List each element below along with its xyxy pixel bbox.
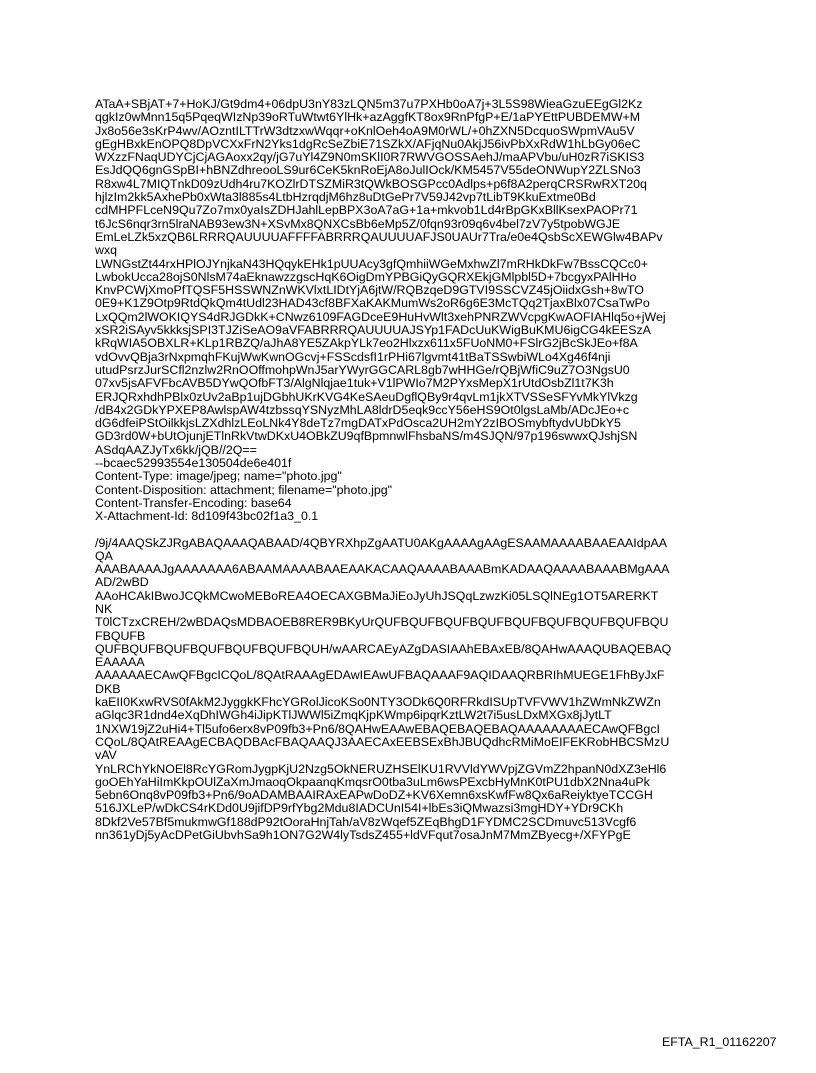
text-line: ATaA+SBjAT+7+HoKJ/Gt9dm4+06dpU3nY83zLQN5m37u7PXHb0oA7j+3L5S98WieaGzuEEgGl2Kz [95, 97, 643, 111]
text-line: vAV [95, 748, 117, 763]
text-line: qgkIz0wMnn15q5PqeqWIzNp39oRTuWtwt6YlHk+azAggfKT8ox9RnPfgP+E/1aPYEttPUBDEMW+M [95, 110, 641, 125]
text-line: LwbokUcca28ojS0NlsM74aEknawzzgscHqK6OigDmYPBGiQyGQRXEkjGMlpbl5D+7bcgyxPAlHHo [95, 269, 637, 284]
text-line: /dB4x2GDkYPXEP8AwlspAW4tzbssqYSNyzMhLA8ldrD5eqk9ccY56eHS9Ot0lgsLaMb/ADcJEo+c [95, 402, 630, 417]
text-line: kaEII0KxwRVS0fAkM2JyggkKFhcYGRolJicoKSo0NTY3ODk6Q0RFRkdISUpTVFVWV1hZWmNkZWZn [95, 695, 661, 710]
text-line: 07xv5jsAFVFbcAVB5DYwQOfbFT3/AlgNlqjae1tuk+V1lPWIo7M2PYxsMepX1rUtdOsbZl1t7K3h [95, 376, 614, 391]
text-line: kRqWIA5OBXLR+KLp1RBZQ/aJhA8YE5ZAkpYLk7eo2Hlxzx611x5FUoNM0+FSlrG2jBcSkJEo+f8A [95, 336, 638, 351]
text-line: Content-Transfer-Encoding: base64 [95, 495, 292, 510]
email-source-text [95, 98, 735, 842]
text-line: FBQUFB [95, 628, 146, 643]
text-line: t6JcS6nqr3rn5lraNAB93ew3N+XSvMx8QNXCsBb6eMp5Z/0fqn93r09q6v4bel7zV7y5tpobWGJE [95, 216, 621, 231]
text-line: wxq [95, 243, 118, 258]
text-line: utudPsrzJurSCfl2nzlw2RnOOffmohpWnJ5arYWyrGGCARL8gb7wHHGe/rQBjWfiC9uZ7O3NgsU0 [95, 362, 630, 377]
text-line: 1NXW19jZ2uHi4+Tl5ufo6erx8vP09fb3+Pn6/8QAHwEAAwEBAQEBAQEBAQAAAAAAAAECAwQFBgcI [95, 721, 660, 736]
text-line: AAABAAAAJgAAAAAAA6ABAAMAAAABAAEAAKACAAQAAAABAAABmKADAAQAAAABAAABMgAAA [95, 562, 670, 577]
text-line: xSR2iSAyv5kkksjSPI3TJZiSeAO9aVFABRRRQAUUUUAJSYp1FADcUuKWigBuKMU6igCG4kEESzA [95, 323, 651, 338]
text-line: KnvPCWjXmoPfTQSF5HSSWNZnWKVlxtLIDtYjA6jtW/RQBzqeD9GTVI9SSCVZ45jOiidxGsh+8wTO [95, 283, 644, 298]
text-line: dG6dfeiPStOilkkjsLZXdhlzLEoLNk4Y8deTz7mgDATxPdOsca2UH2mY2zIBOSmybftydvUbDkY5 [95, 416, 621, 431]
text-line: 8Dkf2Ve57Bf5mukmwGf188dP92tOoraHnjTah/aV8zWqef5ZEqBhgD1FYDMC2SCDmuvc513Vcgf6 [95, 814, 637, 829]
text-line: QA [95, 548, 113, 563]
text-line: AD/2wBD [95, 575, 149, 590]
text-line: NK [95, 601, 113, 616]
text-line: 0E9+K1Z9Otp9RtdQkQm4tUdl23HAD43cf8BFXaKAKMumWs2oR6g6E3McTQq2TjaxBlx07CsaTwPo [95, 296, 650, 311]
text-line: --bcaec52993554e130504de6e401f [95, 456, 292, 471]
document-id: EFTA_R1_01162207 [662, 1035, 777, 1049]
text-line: Jx8o56e3sKrP4wv/AOzntILTTrW3dtzxwWqqr+oKnlOeh4oA9M0rWL/+0hZXN5DcquoSWpmVAu5V [95, 123, 635, 138]
text-line: ASdqAAZJyTx6kk/jQB//2Q== [95, 442, 257, 457]
text-line: 5ebn6Onq8vP09fb3+Pn6/9oADAMBAAIRAxEAPwDoDZ+KV6Xemn6xsKwfFw8Qx6aReiyktyeTCCGH [95, 788, 653, 803]
text-line: ERJQRxhdhPBlx0zUv2aBp1ujDGbhUKrKVG4KeSAeuDgflQBy9r4qvLm1jkXTVSSeSFYvMkYlVkzg [95, 389, 638, 404]
text-line: AAoHCAkIBwoJCQkMCwoMEBoREA4OECAXGBMaJiEoJyUhJSQqLzwzKi05LSQlNEg1OT5ARERKT [95, 588, 659, 603]
text-line: T0lCTzxCREH/2wBDAQsMDBAOEB8RER9BKyUrQUFBQUFBQUFBQUFBQUFBQUFBQUFBQUFBQU [95, 615, 669, 630]
text-line: aGlqc3R1dnd4eXqDhIWGh4iJipKTlJWWl5iZmqKjpKWmp6ipqrKztLW2t7i5usLDxMXGx8jJytLT [95, 708, 612, 723]
text-line: YnLRChYkNOEl8RcYGRomJygpKjU2Nzg5OkNERUZHSElKU1RVVldYWVpjZGVmZ2hpanN0dXZ3eHl6 [95, 761, 667, 776]
text-line: CQoL/8QAtREAAgECBAQDBAcFBAQAAQJ3AAECAxEEBSExBhJBUQdhcRMiMoEIFEKRobHBCSMzU [95, 734, 670, 749]
text-line: R8xw4L7MIQTnkD09zUdh4ru7KOZlrDTSZMiR3tQWkBOSGPcc0Adlps+p6f8A2perqCRSRwRXT20q [95, 176, 647, 191]
text-line: cdMHPFLceN9Qu7Zo7mx0yaIsZDHJahlLepBPX3oA7aG+1a+mkvob1Ld4rBpGKxBllKsexPAOPr71 [95, 203, 638, 218]
text-line: EmLeLZk5xzQB6LRRRQAUUUUAFFFFABRRRQAUUUUAFJS0UAUr7Tra/e0e4QsbScXEWGlw4BAPv [95, 229, 663, 244]
text-line: QUFBQUFBQUFBQUFBQUFBQUFBQUH/wAARCAEyAZgDASIAAhEBAxEB/8QAHwAAAQUBAQEBAQ [95, 641, 672, 656]
text-line: DKB [95, 681, 121, 696]
text-line: hjlzIm2kk5AxhePb0xWta3l885s4LtbHzrqdjM6hz8uDtGePr7V59J42vp7tLibT9KkuExtme0Bd [95, 190, 596, 205]
base64-block-2 [95, 537, 735, 843]
text-line: Content-Disposition: attachment; filename="photo.jpg" [95, 482, 393, 497]
text-line: EsJdQQ6gnGSpBI+hBNZdhreooLS9ur6CeK5knRoEjA8oJulIOck/KM5457V55deONWupY2ZLSNo3 [95, 163, 641, 178]
blank-line [95, 524, 735, 537]
text-line: LWNGstZt44rxHPlOJYnjkaN43HQqykEHk1pUUAcy3gfQmhiiWGeMxhwZl7mRHkDkFw7BssCQCc0+ [95, 256, 648, 271]
text-line: EAAAAA [95, 655, 145, 670]
text-line: vdOvvQBja3rNxpmqhFKujWwKwnOGcvj+FSScdsfI1rPHi67lgvmt41tBaTSSwbiWLo4Xg46f4nji [95, 349, 611, 364]
text-line: goOEhYaHiImKkpOUlZaXmJmaoqOkpaanqKmqsrO0tba3uLm6wsPExcbHyMnK0tPU1dbX2Nna4uPk [95, 774, 650, 789]
text-line: Content-Type: image/jpeg; name="photo.jpg" [95, 469, 342, 484]
text-line: gEgHBxkEnOPQ8DpVCXxFrN2Yks1dgRcSeZbiE71SZkX/AFjqNu0AkjJ56ivPbXxRdW1hLbGy06eC [95, 136, 641, 151]
text-line: LxQQm2lWOKIQYS4dRJGDkK+CNwz6109FAGDceE9HuHvWlt3xehPNRZWVcpgKwAOFIAHlq5o+jWej [95, 309, 666, 324]
text-line: nn361yDj5yAcDPetGiUbvhSa9h1ON7G2W4lyTsdsZ455+ldVFqut7osaJnM7MmZByecg+/XFYPgE [95, 828, 631, 843]
text-line: WXzzFNaqUDYCjCjAGAoxx2qy/jG7uYl4Z9N0mSKlI0R7RWVGOSSAehJ/maAPVbu/uH0zR7iSKIS3 [95, 150, 645, 165]
base64-block-1 [95, 98, 735, 524]
text-line: AAAAAAECAwQFBgcICQoL/8QAtRAAAgEDAwIEAwUFBAQAAAF9AQIDAAQRBRIhMUEGE1FhByJxF [95, 668, 665, 683]
text-line: /9j/4AAQSkZJRgABAQAAAQABAAD/4QBYRXhpZgAATU0AKgAAAAgAAgESAAMAAAABAAEAAIdpAA [95, 535, 668, 550]
text-line: 516JXLeP/wDkCS4rKDd0U9jifDP9rfYbg2Mdu8IADCUnI54I+lbEs3iQMwazsi3mgHDY+YDr9CKh [95, 801, 624, 816]
text-line: X-Attachment-Id: 8d109f43bc02f1a3_0.1 [95, 509, 319, 524]
text-line: GD3rd0W+bUtOjunjETlnRkVtwDKxU4OBkZU9qfBpmnwlFhsbaNS/m4SJQN/97p196swwxQJshjSN [95, 429, 638, 444]
